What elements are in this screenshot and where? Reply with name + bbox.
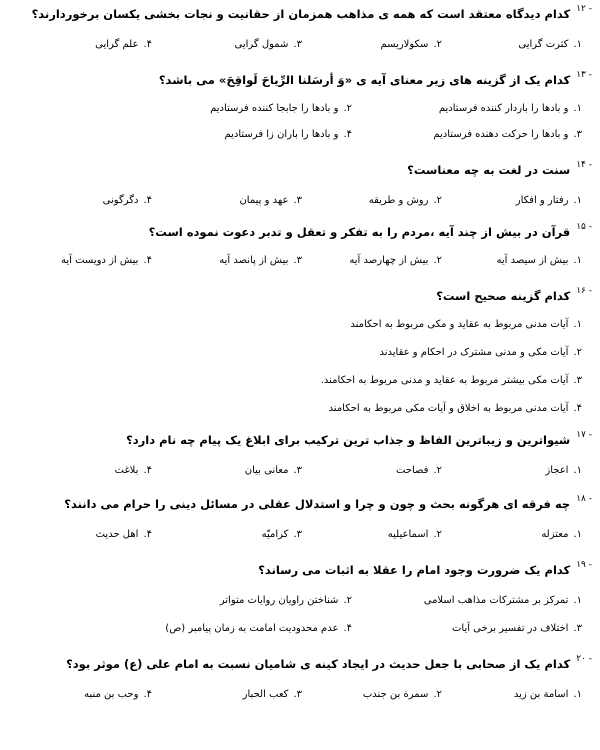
question-text: سنت در لغت به چه معناست؟	[407, 163, 571, 177]
option-3[interactable]: ۳.بیش از پانصد آیه	[219, 255, 302, 266]
question-number: ۱۶ -	[576, 286, 592, 296]
option-4[interactable]: ۴.آیات مدنی مربوط به اخلاق و آیات مکی مربوط به احکامند	[328, 403, 582, 414]
question-text: کدام دیدگاه معتقد است که همه ی مذاهب همزمان از حقانیت و نجات بخشی یکسان برخوردارند؟	[31, 7, 571, 21]
option-1[interactable]: ۱.کثرت گرایی	[518, 39, 582, 50]
option-4[interactable]: ۴.بلاغت	[114, 465, 152, 476]
question-19	[8, 562, 592, 642]
option-3[interactable]: ۳.شمول گرایی	[234, 39, 302, 50]
option-4[interactable]: ۴.عدم محدودیت امامت به زمان پیامبر (ص)	[165, 623, 352, 634]
question-text: کدام یک ضرورت وجود امام را عقلا به اثبات می رساند؟	[258, 563, 571, 577]
option-2[interactable]: ۲.و بادها را جابجا کننده فرستادیم	[210, 103, 352, 114]
option-2[interactable]: ۲.آیات مکی و مدنی مشترک در احکام و عقایدند	[379, 347, 582, 358]
option-2[interactable]: ۲.بیش از چهارصد آیه	[349, 255, 442, 266]
option-1[interactable]: ۱.اعجاز	[545, 465, 582, 476]
option-2[interactable]: ۲.فصاحت	[395, 465, 442, 476]
question-text: شیواترین و زیباترین الفاظ و جذاب ترین ترکیب برای ابلاغ یک پیام چه نام دارد؟	[126, 433, 571, 447]
option-4[interactable]: ۴.علم گرایی	[95, 39, 152, 50]
option-3[interactable]: ۳.آیات مکی بیشتر مربوط به عقاید و مدنی مربوط به احکامند.	[320, 375, 582, 386]
option-1[interactable]: ۱.آیات مدنی مربوط به عقاید و مکی مربوط به احکامند	[350, 319, 582, 330]
question-12	[8, 6, 592, 48]
option-4[interactable]: ۴.بیش از دویست آیه	[61, 255, 152, 266]
question-number: ۱۳ -	[576, 70, 592, 80]
option-1[interactable]: ۱.اسامة بن زید	[513, 689, 582, 700]
option-3[interactable]: ۳.کرامیّه	[261, 529, 302, 540]
question-text: قرآن در بیش از چند آیه ،مردم را به تفکر و تعقل و تدبر دعوت نموده است؟	[148, 225, 571, 239]
question-number: ۱۵ -	[576, 222, 592, 232]
question-number: ۱۷ -	[576, 430, 592, 440]
option-2[interactable]: ۲.شناختن راویان روایات متواتر	[219, 595, 352, 606]
option-4[interactable]: ۴.و بادها را باران زا فرستادیم	[224, 129, 352, 140]
option-1[interactable]: ۱.رفتار و افکار	[515, 195, 582, 206]
question-text: کدام یک از گزینه های زیر معنای آیه ی «وَ أرسَلنا الرِّیاحَ لَواقِحَ» می باشد؟	[158, 73, 571, 87]
option-4[interactable]: ۴.دگرگونی	[102, 195, 152, 206]
option-3[interactable]: ۳.معانی بیان	[244, 465, 302, 476]
question-17	[8, 432, 592, 474]
question-13	[8, 72, 592, 152]
question-text: کدام گزینه صحیح است؟	[436, 289, 571, 303]
question-number: ۱۲ -	[576, 4, 592, 14]
question-16	[8, 288, 592, 418]
option-2[interactable]: ۲.اسماعیلیه	[387, 529, 442, 540]
option-2[interactable]: ۲.سمرة بن جندب	[362, 689, 442, 700]
option-2[interactable]: ۲.سکولاریسم	[380, 39, 442, 50]
option-2[interactable]: ۲.روش و طریقه	[368, 195, 442, 206]
option-1[interactable]: ۱.بیش از سیصد آیه	[496, 255, 582, 266]
question-14	[8, 162, 592, 204]
option-3[interactable]: ۳.اختلاف در تفسیر برخی آیات	[451, 623, 582, 634]
question-number: ۱۸ -	[576, 494, 592, 504]
question-number: ۲۰ -	[576, 654, 592, 664]
option-1[interactable]: ۱.و بادها را باردار کننده فرستادیم	[438, 103, 582, 114]
question-text: چه فرقه ای هرگونه بحث و چون و چرا و استدلال عقلی در مسائل دینی را حرام می دانند؟	[64, 497, 571, 511]
option-1[interactable]: ۱.معتزله	[541, 529, 582, 540]
option-4[interactable]: ۴.اهل حدیث	[95, 529, 152, 540]
question-number: ۱۹ -	[576, 560, 592, 570]
option-3[interactable]: ۳.عهد و پیمان	[239, 195, 302, 206]
question-number: ۱۴ -	[576, 160, 592, 170]
question-20	[8, 656, 592, 698]
question-18	[8, 496, 592, 538]
option-1[interactable]: ۱.تمرکز بر مشترکات مذاهب اسلامی	[423, 595, 582, 606]
option-4[interactable]: ۴.وحب بن منبه	[84, 689, 152, 700]
option-3[interactable]: ۳.و بادها را حرکت دهنده فرستادیم	[433, 129, 582, 140]
option-3[interactable]: ۳.کعب الحبار	[242, 689, 302, 700]
question-15	[8, 224, 592, 266]
question-text: کدام یک از صحابی با جعل حدیث در ایجاد کینه ی شامیان نسبت به امام علی (ع) موثر بود؟	[66, 657, 571, 671]
